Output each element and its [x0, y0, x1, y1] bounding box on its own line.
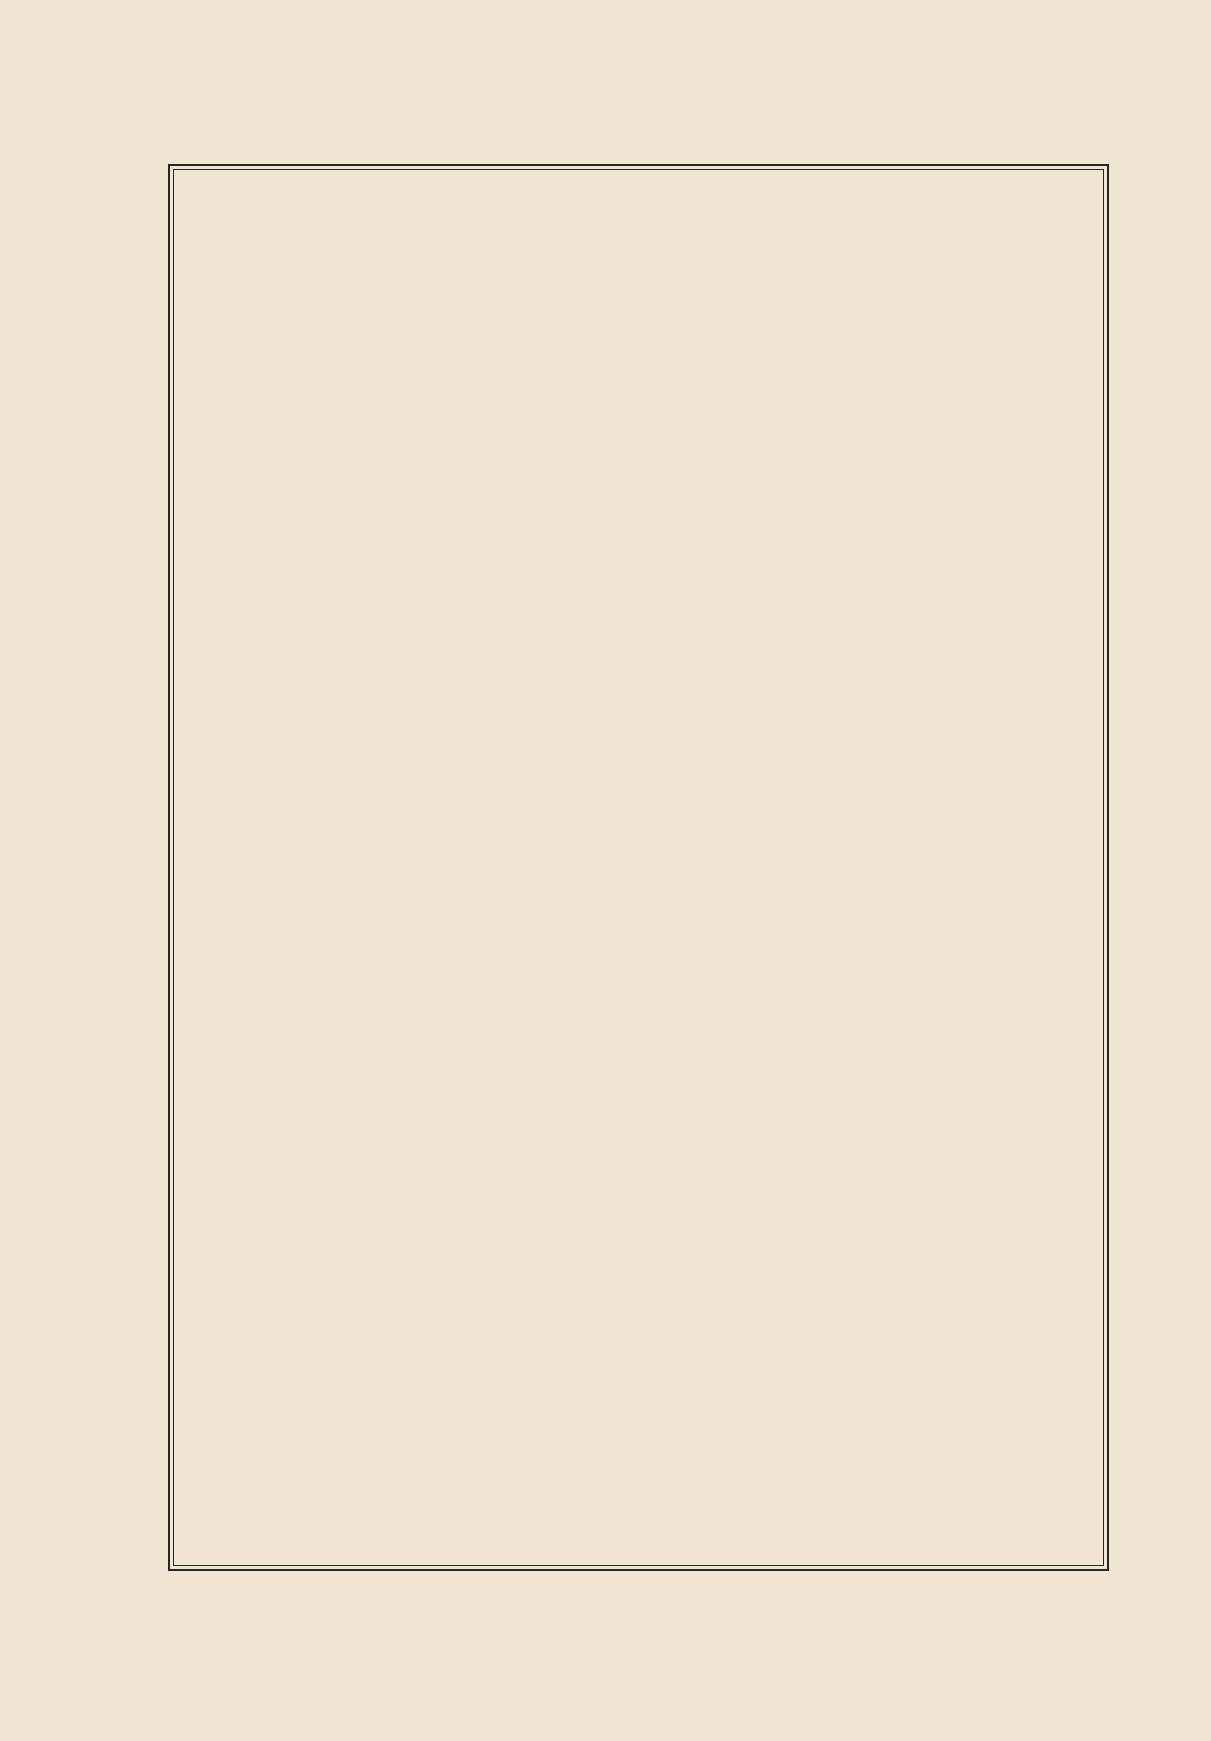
table-frame — [168, 164, 1109, 1571]
